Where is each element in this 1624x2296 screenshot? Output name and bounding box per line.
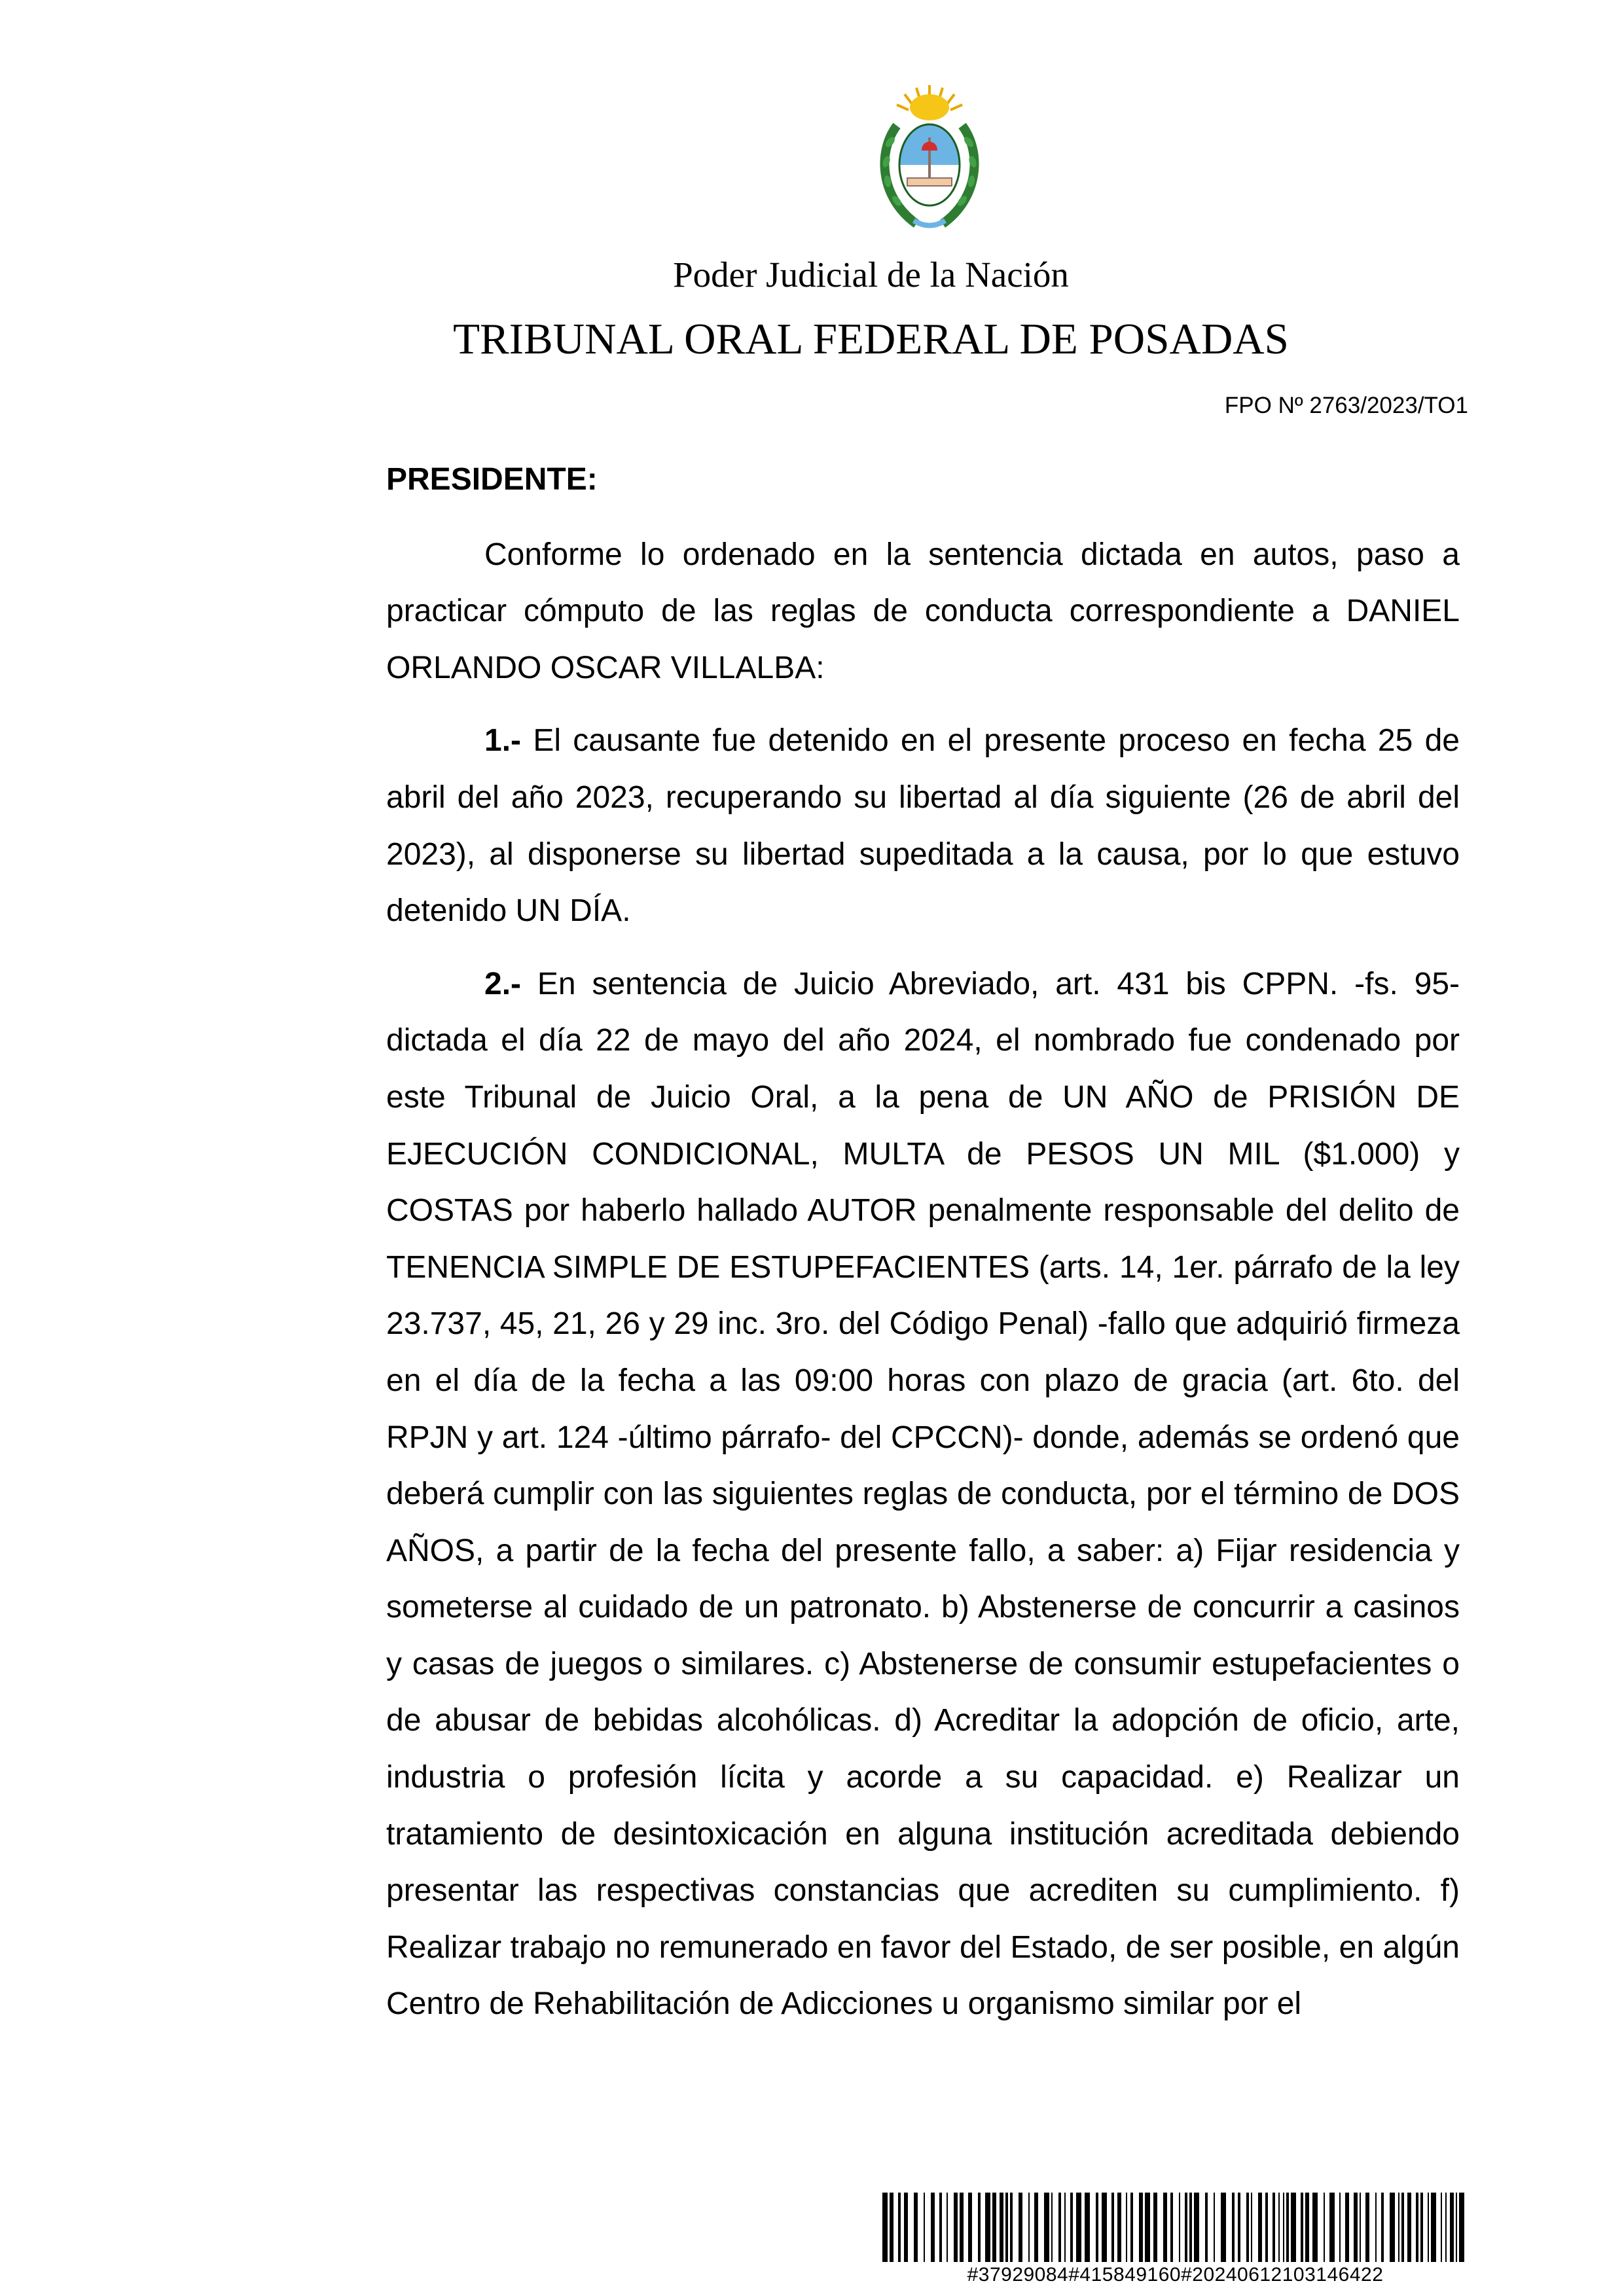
item-2-paragraph: [386, 956, 1460, 2033]
barcode-bar: [931, 2193, 935, 2262]
barcode-bar: [1179, 2193, 1180, 2262]
barcode-bar: [1145, 2193, 1150, 2262]
barcode-bar: [1189, 2193, 1192, 2262]
barcode-bar: [1044, 2193, 1049, 2262]
barcode-bar: [1375, 2193, 1377, 2262]
barcode-bar: [1005, 2193, 1008, 2262]
barcode-bar: [1459, 2193, 1464, 2262]
barcode-bar: [890, 2193, 893, 2262]
barcode-bar: [960, 2193, 964, 2262]
barcode-bar: [1076, 2193, 1081, 2262]
barcode-bar: [1441, 2193, 1442, 2262]
barcode-bar: [939, 2193, 942, 2262]
barcode-bar: [1329, 2193, 1335, 2262]
barcode-bar: [1205, 2193, 1208, 2262]
barcode-bar: [968, 2193, 972, 2262]
barcode-bar: [1407, 2193, 1411, 2262]
item-2-text: En sentencia de Juicio Abreviado, art. 431 bis CPPN. -fs. 95- dictada el día 22 de mayo del año 2024, el nombrado fue condenado por este Tribunal de Juicio Oral, a la pena de UN AÑO de PRISIÓN DE EJECUCIÓN CONDICIONAL, MULTA de PESOS UN MIL ($1.000) y COSTAS por haberlo hallado AUTOR penalmente responsable del delito de TENENCIA SIMPLE DE ESTUPEFACIENTES (arts. 14, 1er. párrafo de la ley 23.737, 45, 21, 26 y 29 inc. 3ro. del Código Penal) -fallo que adquirió firmeza en el día de la fecha a las 09:00 horas con plazo de gracia (art. 6to. del RPJN y art. 124 -último párrafo- del CPCCN)- donde, además se ordenó que deberá cumplir con las siguientes reglas de conducta, por el término de DOS AÑOS, a partir de la fecha del presente fallo, a saber: a) Fijar residencia y someterse al cuidado de un patronato. b) Abstenerse de concurrir a casinos y casas de juegos o similares. c) Abstenerse de consumir estupefacientes o de abusar de bebidas alcohólicas. d) Acreditar la adopción de oficio, arte, industria o profesión lícita y acorde a su capacidad. e) Realizar un tratamiento de desintoxicación en alguna institución acreditada debiendo presentar las respectivas constancias que acrediten su cumplimiento. f) Realizar trabajo no remunerado en favor del Estado, de ser posible, en algún Centro de Rehabilitación de Adicciones u organismo similar por el: [386, 966, 1460, 2022]
barcode-bar: [1214, 2193, 1215, 2262]
barcode-bar: [1272, 2193, 1275, 2262]
barcode-bar: [1000, 2193, 1003, 2262]
barcode-bar: [1283, 2193, 1284, 2262]
barcode-bar: [1126, 2193, 1127, 2262]
barcode-bar: [1221, 2193, 1226, 2262]
barcode-bar: [1312, 2193, 1318, 2262]
barcode-bar: [1238, 2193, 1240, 2262]
document-body: [386, 452, 1460, 2033]
barcode-bar: [1420, 2193, 1423, 2262]
barcode-bar: [1450, 2193, 1454, 2262]
item-1-number: 1.-: [484, 723, 522, 759]
barcode-bar: [1445, 2193, 1447, 2262]
barcode-bar: [898, 2193, 901, 2262]
barcode-bar: [1398, 2193, 1399, 2262]
barcode-number: #37929084#415849160#20240612103146422: [967, 2264, 1384, 2286]
barcode-bar: [1305, 2193, 1309, 2262]
barcode-bar: [1324, 2193, 1325, 2262]
barcode-bar: [1139, 2193, 1143, 2262]
barcode-bar: [1232, 2193, 1235, 2262]
barcode-bar: [1401, 2193, 1404, 2262]
barcode-bar: [1286, 2193, 1289, 2262]
barcode-bar: [1381, 2193, 1384, 2262]
barcode-bar: [1339, 2193, 1341, 2262]
barcode-bar: [1251, 2193, 1252, 2262]
barcode-bar: [1085, 2193, 1090, 2262]
barcode-bar: [1117, 2193, 1121, 2262]
item-1-text: El causante fue detenido en el presente proceso en fecha 25 de abril del año 2023, recuperando su libertad al día siguiente (26 de abril del 2023), al disponerse su libertad supeditada a la causa, por lo que estuvo detenido UN DÍA.: [386, 723, 1460, 929]
barcode-bar: [1456, 2193, 1457, 2262]
court-name: TRIBUNAL ORAL FEDERAL DE POSADAS: [453, 315, 1289, 363]
barcode-bar: [1258, 2193, 1262, 2262]
barcode-bar: [1058, 2193, 1061, 2262]
section-heading: PRESIDENTE:: [386, 462, 598, 497]
barcode-bar: [992, 2193, 996, 2262]
barcode-bar: [1163, 2193, 1167, 2262]
barcode-bar: [1070, 2193, 1073, 2262]
barcode-bar: [954, 2193, 958, 2262]
barcode-bar: [1360, 2193, 1361, 2262]
coat-of-arms-icon: [871, 80, 988, 237]
barcode-bar: [1246, 2193, 1249, 2262]
barcode-bar: [1019, 2193, 1022, 2262]
barcode-bar: [1111, 2193, 1114, 2262]
barcode-bar: [1130, 2193, 1133, 2262]
barcode-bar: [978, 2193, 981, 2262]
barcode-bar: [1051, 2193, 1053, 2262]
barcode-bar: [904, 2193, 908, 2262]
barcode-bar: [882, 2193, 888, 2262]
barcode-bar: [1301, 2193, 1303, 2262]
barcode-bar: [1096, 2193, 1098, 2262]
barcode-bar: [1034, 2193, 1038, 2262]
barcode-bar: [985, 2193, 990, 2262]
barcode-bar: [1028, 2193, 1030, 2262]
barcode-bar: [924, 2193, 925, 2262]
barcode-bar: [914, 2193, 918, 2262]
barcode-bar: [1416, 2193, 1418, 2262]
barcode-bar: [1102, 2193, 1107, 2262]
barcode-bar: [1170, 2193, 1173, 2262]
barcode-bar: [1345, 2193, 1349, 2262]
barcode-bar: [1365, 2193, 1369, 2262]
case-number: FPO Nº 2763/2023/TO1: [1224, 393, 1468, 418]
item-1-paragraph: [386, 713, 1460, 939]
barcode-bar: [1428, 2193, 1429, 2262]
item-2-number: 2.-: [484, 966, 522, 1001]
barcode-bar: [1153, 2193, 1157, 2262]
barcode-bar: [947, 2193, 948, 2262]
barcode-bar: [1291, 2193, 1296, 2262]
barcode-bar: [1390, 2193, 1395, 2262]
barcode-bar: [1185, 2193, 1187, 2262]
barcode-bar: [1354, 2193, 1358, 2262]
barcode-bar: [1010, 2193, 1013, 2262]
barcode-bar: [1278, 2193, 1280, 2262]
institution-name: Poder Judicial de la Nación: [673, 255, 1069, 295]
intro-paragraph: Conforme lo ordenado en la sentencia dictada en autos, paso a practicar cómputo de las reglas de conducta correspondiente a DANIEL ORLANDO OSCAR VILLALBA:: [386, 537, 1460, 685]
barcode-bar: [1265, 2193, 1268, 2262]
barcode-bar: [1064, 2193, 1066, 2262]
barcode-bar: [1194, 2193, 1199, 2262]
barcode-icon: [882, 2193, 1468, 2262]
barcode-bar: [1431, 2193, 1436, 2262]
